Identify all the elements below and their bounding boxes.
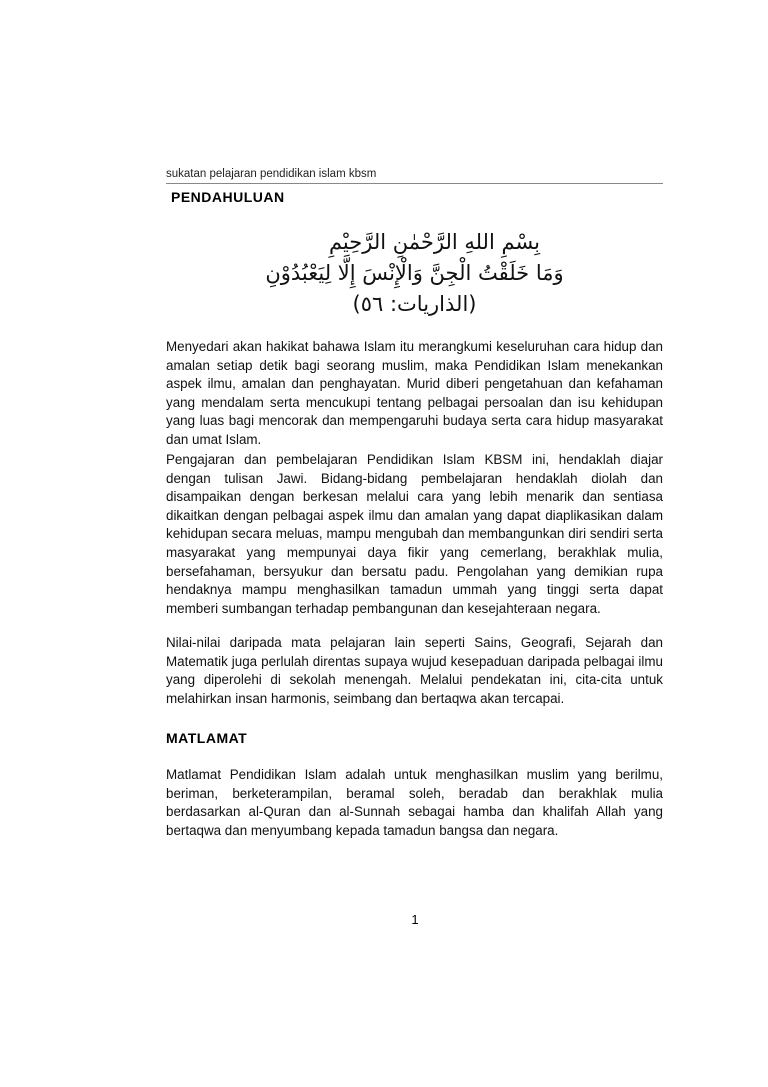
paragraph-1: Menyedari akan hakikat bahawa Islam itu merangkumi keseluruhan cara hidup dan amalan setiap detik bagi seorang muslim, maka Pendidikan Islam menekankan aspek ilmu, amalan dan penghayatan. Murid diberi pengetahuan dan kefahaman yang mendalam serta mencukupi tentang pelbagai persoalan dan isu kehidupan yang luas bagi mencorak dan mempengaruhi budaya serta cara hidup masyarakat dan umat Islam.: [166, 339, 663, 447]
arabic-verse: وَمَا خَلَقْتُ الْجِنَّ وَالْإِنْسَ إِلَّا لِيَعْبُدُوْنِ: [265, 261, 564, 285]
running-header: sukatan pelajaran pendidikan islam kbsm: [166, 168, 377, 180]
paragraph-2: Pengajaran dan pembelajaran Pendidikan Islam KBSM ini, hendaklah diajar dengan tulisan Jawi. Bidang-bidang pembelajaran hendaklah diolah dan disampaikan dengan berkesan melalui cara yang lebih menarik dan sentiasa dikaitkan dengan pelbagai aspek ilmu dan amalan yang dapat diaplikasikan dalam kehidupan secara meluas, mampu mengubah dan membangunkan diri sendiri serta masyarakat yang mempunyai daya fikir yang cemerlang, berakhlak mulia, bersefahaman, bersyukur dan bersatu padu. Pengolahan yang demikian rupa hendaknya mampu menghasilkan tamadun ummah yang tinggi serta dapat memberi sumbangan terhadap pembangunan dan kesejahteraan negara.: [166, 452, 663, 616]
arabic-basmalah: بِسْمِ اللهِ الرَّحْمٰنِ الرَّحِيْمِ: [328, 230, 541, 254]
section-heading-matlamat: MATLAMAT: [166, 730, 248, 746]
page-number: 1: [411, 912, 419, 927]
header-rule: [166, 183, 663, 184]
section-heading-pendahuluan: PENDAHULUAN: [171, 189, 285, 205]
paragraph-matlamat: Matlamat Pendidikan Islam adalah untuk menghasilkan muslim yang berilmu, beriman, berketerampilan, beramal soleh, beradab dan berakhlak mulia berdasarkan al-Quran dan al-Sunnah sebagai hamba dan khalifah Allah yang bertaqwa dan menyumbang kepada tamadun bangsa dan negara.: [166, 767, 663, 838]
paragraph-3: Nilai-nilai daripada mata pelajaran lain seperti Sains, Geografi, Sejarah dan Matematik juga perlulah direntas supaya wujud kesepaduan daripada pelbagai ilmu yang diperolehi di sekolah menengah. Melalui pendekatan ini, cita-cita untuk melahirkan insan harmonis, seimbang dan bertaqwa akan tercapai.: [166, 635, 663, 706]
arabic-verse-reference: (الذاريات: ٥٦): [352, 292, 477, 316]
